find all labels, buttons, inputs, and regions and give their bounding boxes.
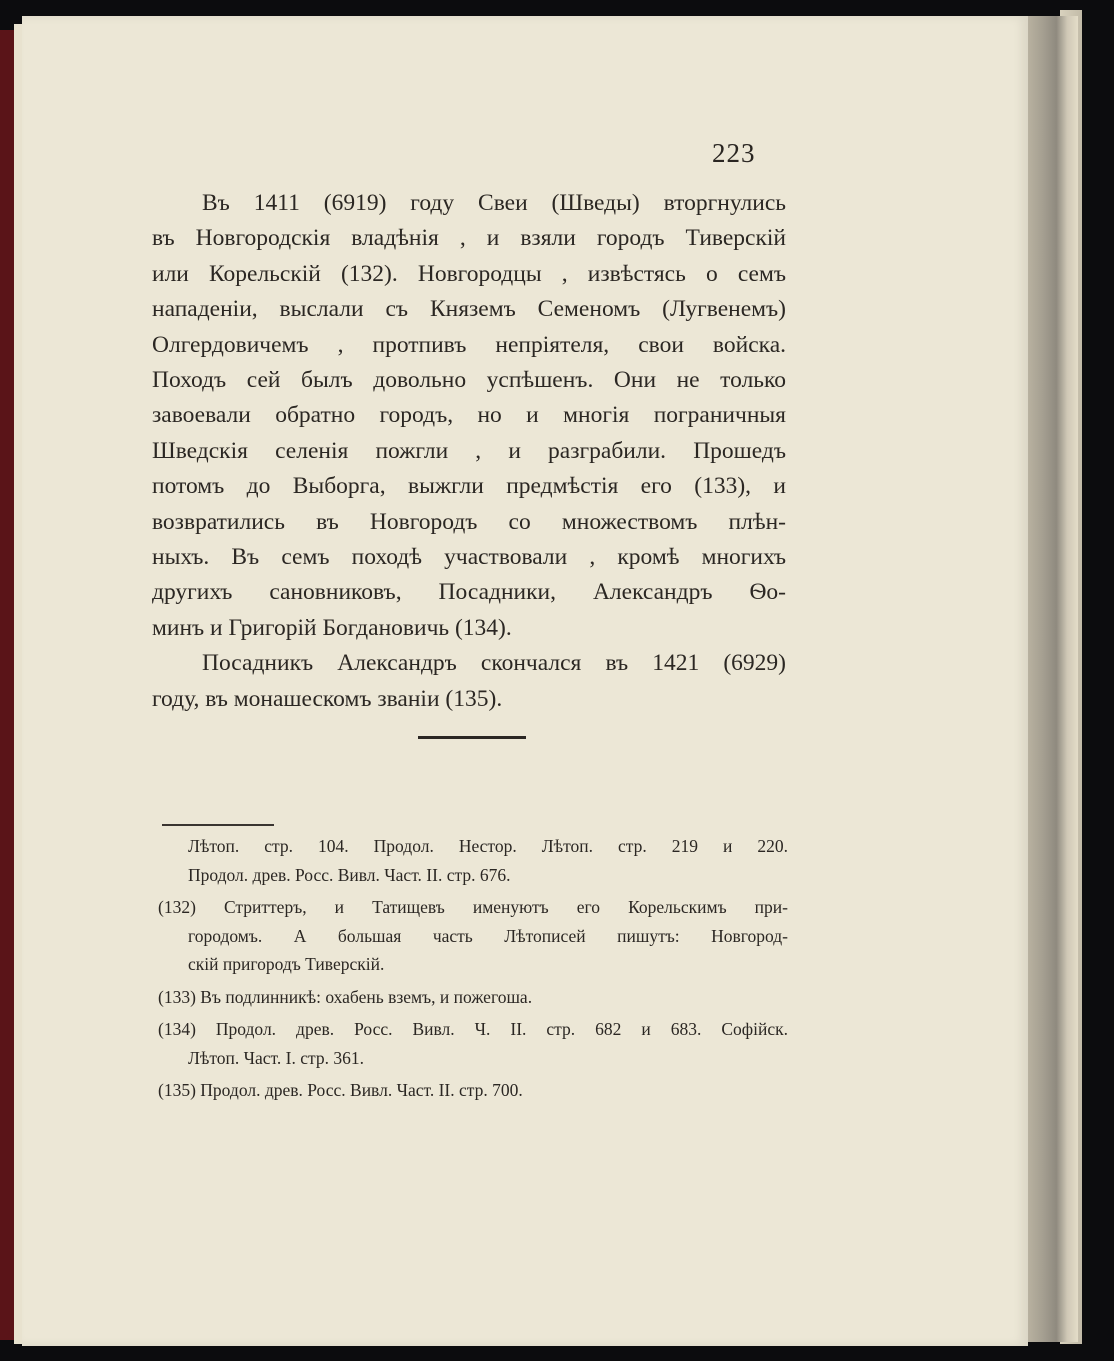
footnote-135 <box>158 1076 788 1105</box>
text-line: году, въ монашескомъ званіи (135). <box>152 685 503 712</box>
paragraph-2 <box>152 646 786 717</box>
text-line: ныхъ. Въ семъ походѣ участвовали , кромѣ многихъ <box>152 544 786 571</box>
footnote-line: Лѣтоп. Част. I. стр. 361. <box>188 1047 364 1068</box>
footnote-133 <box>158 983 788 1012</box>
paragraph-1 <box>152 186 786 646</box>
text-line: другихъ сановниковъ, Посадники, Александръ Ѳо- <box>152 579 786 606</box>
footnote-132 <box>158 893 788 979</box>
footnotes <box>158 832 788 1109</box>
footnote-line: городомъ. А большая часть Лѣтописей пишутъ: Новгород- <box>188 925 788 946</box>
text-line: Шведскія селенія пожгли , и разграбили. Прошедъ <box>152 437 786 464</box>
page-number: 223 <box>712 138 756 168</box>
text-line: потомъ до Выборга, выжгли предмѣстія его (133), и <box>152 473 786 500</box>
footnote-line: скій пригородъ Тиверскій. <box>188 954 385 974</box>
footnote-line: (132) Стриттеръ, и Татищевъ именуютъ его Корельскимъ при- <box>158 897 788 917</box>
text-line: или Корельскій (132). Новгородцы , извѣстясь о семъ <box>152 260 786 287</box>
text-line: минъ и Григорій Богдановичь (134). <box>152 614 512 641</box>
footnote-134 <box>158 1015 788 1072</box>
text-line: возвратились въ Новгородъ со множествомъ плѣн- <box>152 508 786 535</box>
footnote-rule <box>162 824 274 826</box>
text-line: Въ 1411 (6919) году Свеи (Шведы) вторгнулись <box>202 190 786 216</box>
footnote-131 <box>158 832 788 889</box>
footnote-line: Лѣтоп. стр. 104. Продол. Нестор. Лѣтоп. стр. 219 и 220. <box>188 836 788 856</box>
page-stack <box>1024 16 1078 1342</box>
footnote-line: Продол. древ. Росс. Вивл. Част. II. стр. 676. <box>188 864 511 885</box>
text-line: Посадникъ Александръ скончался въ 1421 (6929) <box>202 650 786 677</box>
text-line: въ Новгородскія владѣнія , и взяли городъ Тиверскій <box>152 225 786 252</box>
text-line: Олгердовичемъ , протпивъ непріятеля, свои войска. <box>152 331 786 358</box>
main-text <box>152 186 786 717</box>
footnote-line: (133) Въ подлинникѣ: охабень вземъ, и пожегоша. <box>158 986 533 1007</box>
section-divider <box>418 736 526 739</box>
text-line: завоевали обратно городъ, но и многія пограничныя <box>152 402 786 429</box>
text-line: нападеніи, выслали съ Княземъ Семеномъ (Лугвенемъ) <box>152 296 786 323</box>
footnote-line: (134) Продол. древ. Росс. Вивл. Ч. II. стр. 682 и 683. Софійск. <box>158 1019 788 1039</box>
text-line: Походъ сей былъ довольно успѣшенъ. Они не только <box>152 367 786 394</box>
footnote-line: (135) Продол. древ. Росс. Вивл. Част. II. стр. 700. <box>158 1080 523 1100</box>
